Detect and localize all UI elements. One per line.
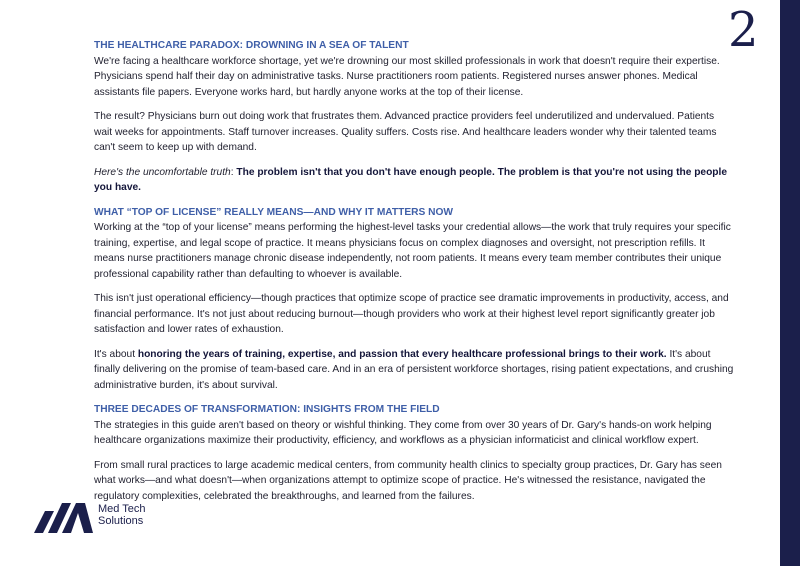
med-tech-logo-icon [34,495,94,535]
bold-statement: The problem isn't that you don't have enough people. The problem is that you're not using the people you have. [94,166,728,193]
colon: : [230,166,237,178]
paragraph-honoring [94,347,734,394]
bold-statement: honoring the years of training, expertise, and passion that every healthcare professional brings to their work. [137,348,667,360]
text-end: It's about finally delivering on the promise of team-based care. And in an era of persistent workforce shortages, rising patient expectations, and crushing administrative burden, it's about survival. [94,348,734,391]
text-start: It's about [94,348,138,360]
paragraph: The result? Physicians burn out doing work that frustrates them. Advanced practice providers feel underutilized and undervalued. Patients wait weeks for appointments. Staff turnover increases. Quality suffers. Costs rise. And healthcare leaders wonder why their talented teams can't seem to keep up with demand. [94,111,717,153]
section-heading-top-of-license: WHAT “TOP OF LICENSE” REALLY MEANS—AND WHY IT MATTERS NOW [94,206,454,218]
paragraph: The strategies in this guide aren't based on theory or wishful thinking. They come from over 30 years of Dr. Gary's hands-on work helping healthcare organizations maximize their productivity, efficiency, and workflows as a physician informaticist and clinical workflow expert. [94,419,712,446]
logo-line-2: Solutions [98,515,144,527]
right-accent-bar [780,0,800,566]
document-body [94,38,734,513]
paragraph: This isn't just operational efficiency—though practices that optimize scope of practice see dramatic improvements in productivity, access, and financial performance. It's not just about reducing burnout—though providers who work at their highest level report significantly greater job satisfaction and lower rates of exhaustion. [94,293,729,335]
page-number: 2 [728,2,759,58]
paragraph: We're facing a healthcare workforce shortage, yet we're drowning our most skilled professionals in work that doesn't require their expertise. Physicians spend half their day on administrative tasks. Nurse practitioners room patients. Registered nurses answer phones. Medical assistants file papers. Everyone works hard, but hardly anyone works at the top of their license. [94,55,720,98]
logo-line-1: Med Tech [98,503,146,515]
paragraph-uncomfortable-truth [94,165,734,196]
paragraph: Working at the “top of your license” means performing the highest-level tasks your credential allows—the work that truly requires your specific training, expertise, and legal scope of practice. It means physicians focus on complex diagnoses and oversight, not prescription refills. It means nurse practitioners manage chronic disease independently, not room patients. It means every team member contributes their unique professional capability rather than defaulting to whoever is available. [94,222,731,280]
section-heading-three-decades: THREE DECADES OF TRANSFORMATION: INSIGHTS FROM THE FIELD [94,404,440,415]
section-heading-healthcare-paradox: THE HEALTHCARE PARADOX: DROWNING IN A SEA OF TALENT [94,40,409,51]
italic-lead: Here's the uncomfortable truth [94,166,231,178]
paragraph: From small rural practices to large academic medical centers, from community health clinics to specialty group practices, Dr. Gary has seen what works—and what doesn't—when organizations attempt to optimize scope of practice. He's witnessed the resistance, navigated the regulatory complexities, celebrated the breakthroughs, and learned from the failures. [94,459,722,502]
logo-text [98,503,146,527]
company-logo [34,495,184,545]
